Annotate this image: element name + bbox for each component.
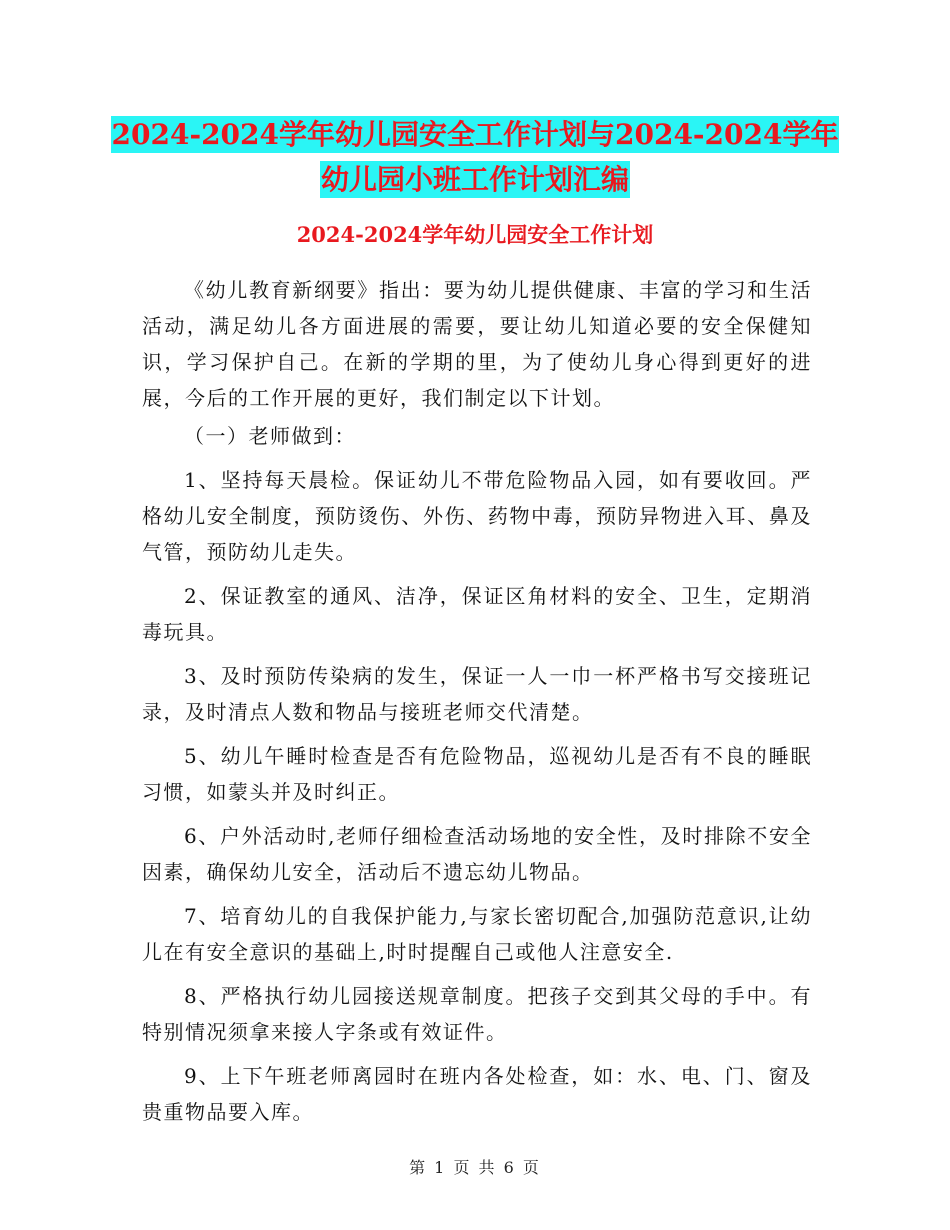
document-body [142, 272, 812, 1130]
section-title: 2024-2024学年幼儿园安全工作计划 [296, 222, 654, 247]
list-item: 9、上下午班老师离园时在班内各处检查，如：水、电、门、窗及贵重物品要入库。 [142, 1064, 812, 1124]
page-footer: 第 1 页 共 6 页 [409, 1158, 541, 1177]
list-item: 5、幼儿午睡时检查是否有危险物品，巡视幼儿是否有不良的睡眠习惯，如蒙头并及时纠正。 [142, 744, 812, 804]
list-item: 8、严格执行幼儿园接送规章制度。把孩子交到其父母的手中。有特别情况须拿来接人字条或有效证件。 [142, 984, 812, 1044]
document-title-line-2 [0, 158, 950, 198]
title-highlight: 幼儿园小班工作计划汇编 [320, 163, 629, 196]
section-heading: （一）老师做到： [184, 424, 356, 448]
list-item: 6、户外活动时,老师仔细检查活动场地的安全性，及时排除不安全因素，确保幼儿安全，活动后不遗忘幼儿物品。 [142, 824, 812, 884]
list-item: 2、保证教室的通风、洁净，保证区角材料的安全、卫生，定期消毒玩具。 [142, 584, 812, 644]
list-item: 7、培育幼儿的自我保护能力,与家长密切配合,加强防范意识,让幼儿在有安全意识的基础上,时时提醒自己或他人注意安全. [142, 904, 812, 964]
intro-paragraph: 《幼儿教育新纲要》指出：要为幼儿提供健康、丰富的学习和生活活动，满足幼儿各方面进展的需要，要让幼儿知道必要的安全保健知识，学习保护自己。在新的学期的里，为了使幼儿身心得到更好的进展，今后的工作开展的更好，我们制定以下计划。 [142, 278, 812, 410]
document-title-line-1 [0, 113, 950, 153]
list-item: 3、及时预防传染病的发生，保证一人一巾一杯严格书写交接班记录，及时清点人数和物品与接班老师交代清楚。 [142, 664, 812, 724]
list-item: 1、坚持每天晨检。保证幼儿不带危险物品入园，如有要收回。严格幼儿安全制度，预防烫伤、外伤、药物中毒，预防异物进入耳、鼻及气管，预防幼儿走失。 [142, 468, 812, 564]
title-highlight: 2024-2024学年幼儿园安全工作计划与2024-2024学年 [111, 118, 839, 151]
